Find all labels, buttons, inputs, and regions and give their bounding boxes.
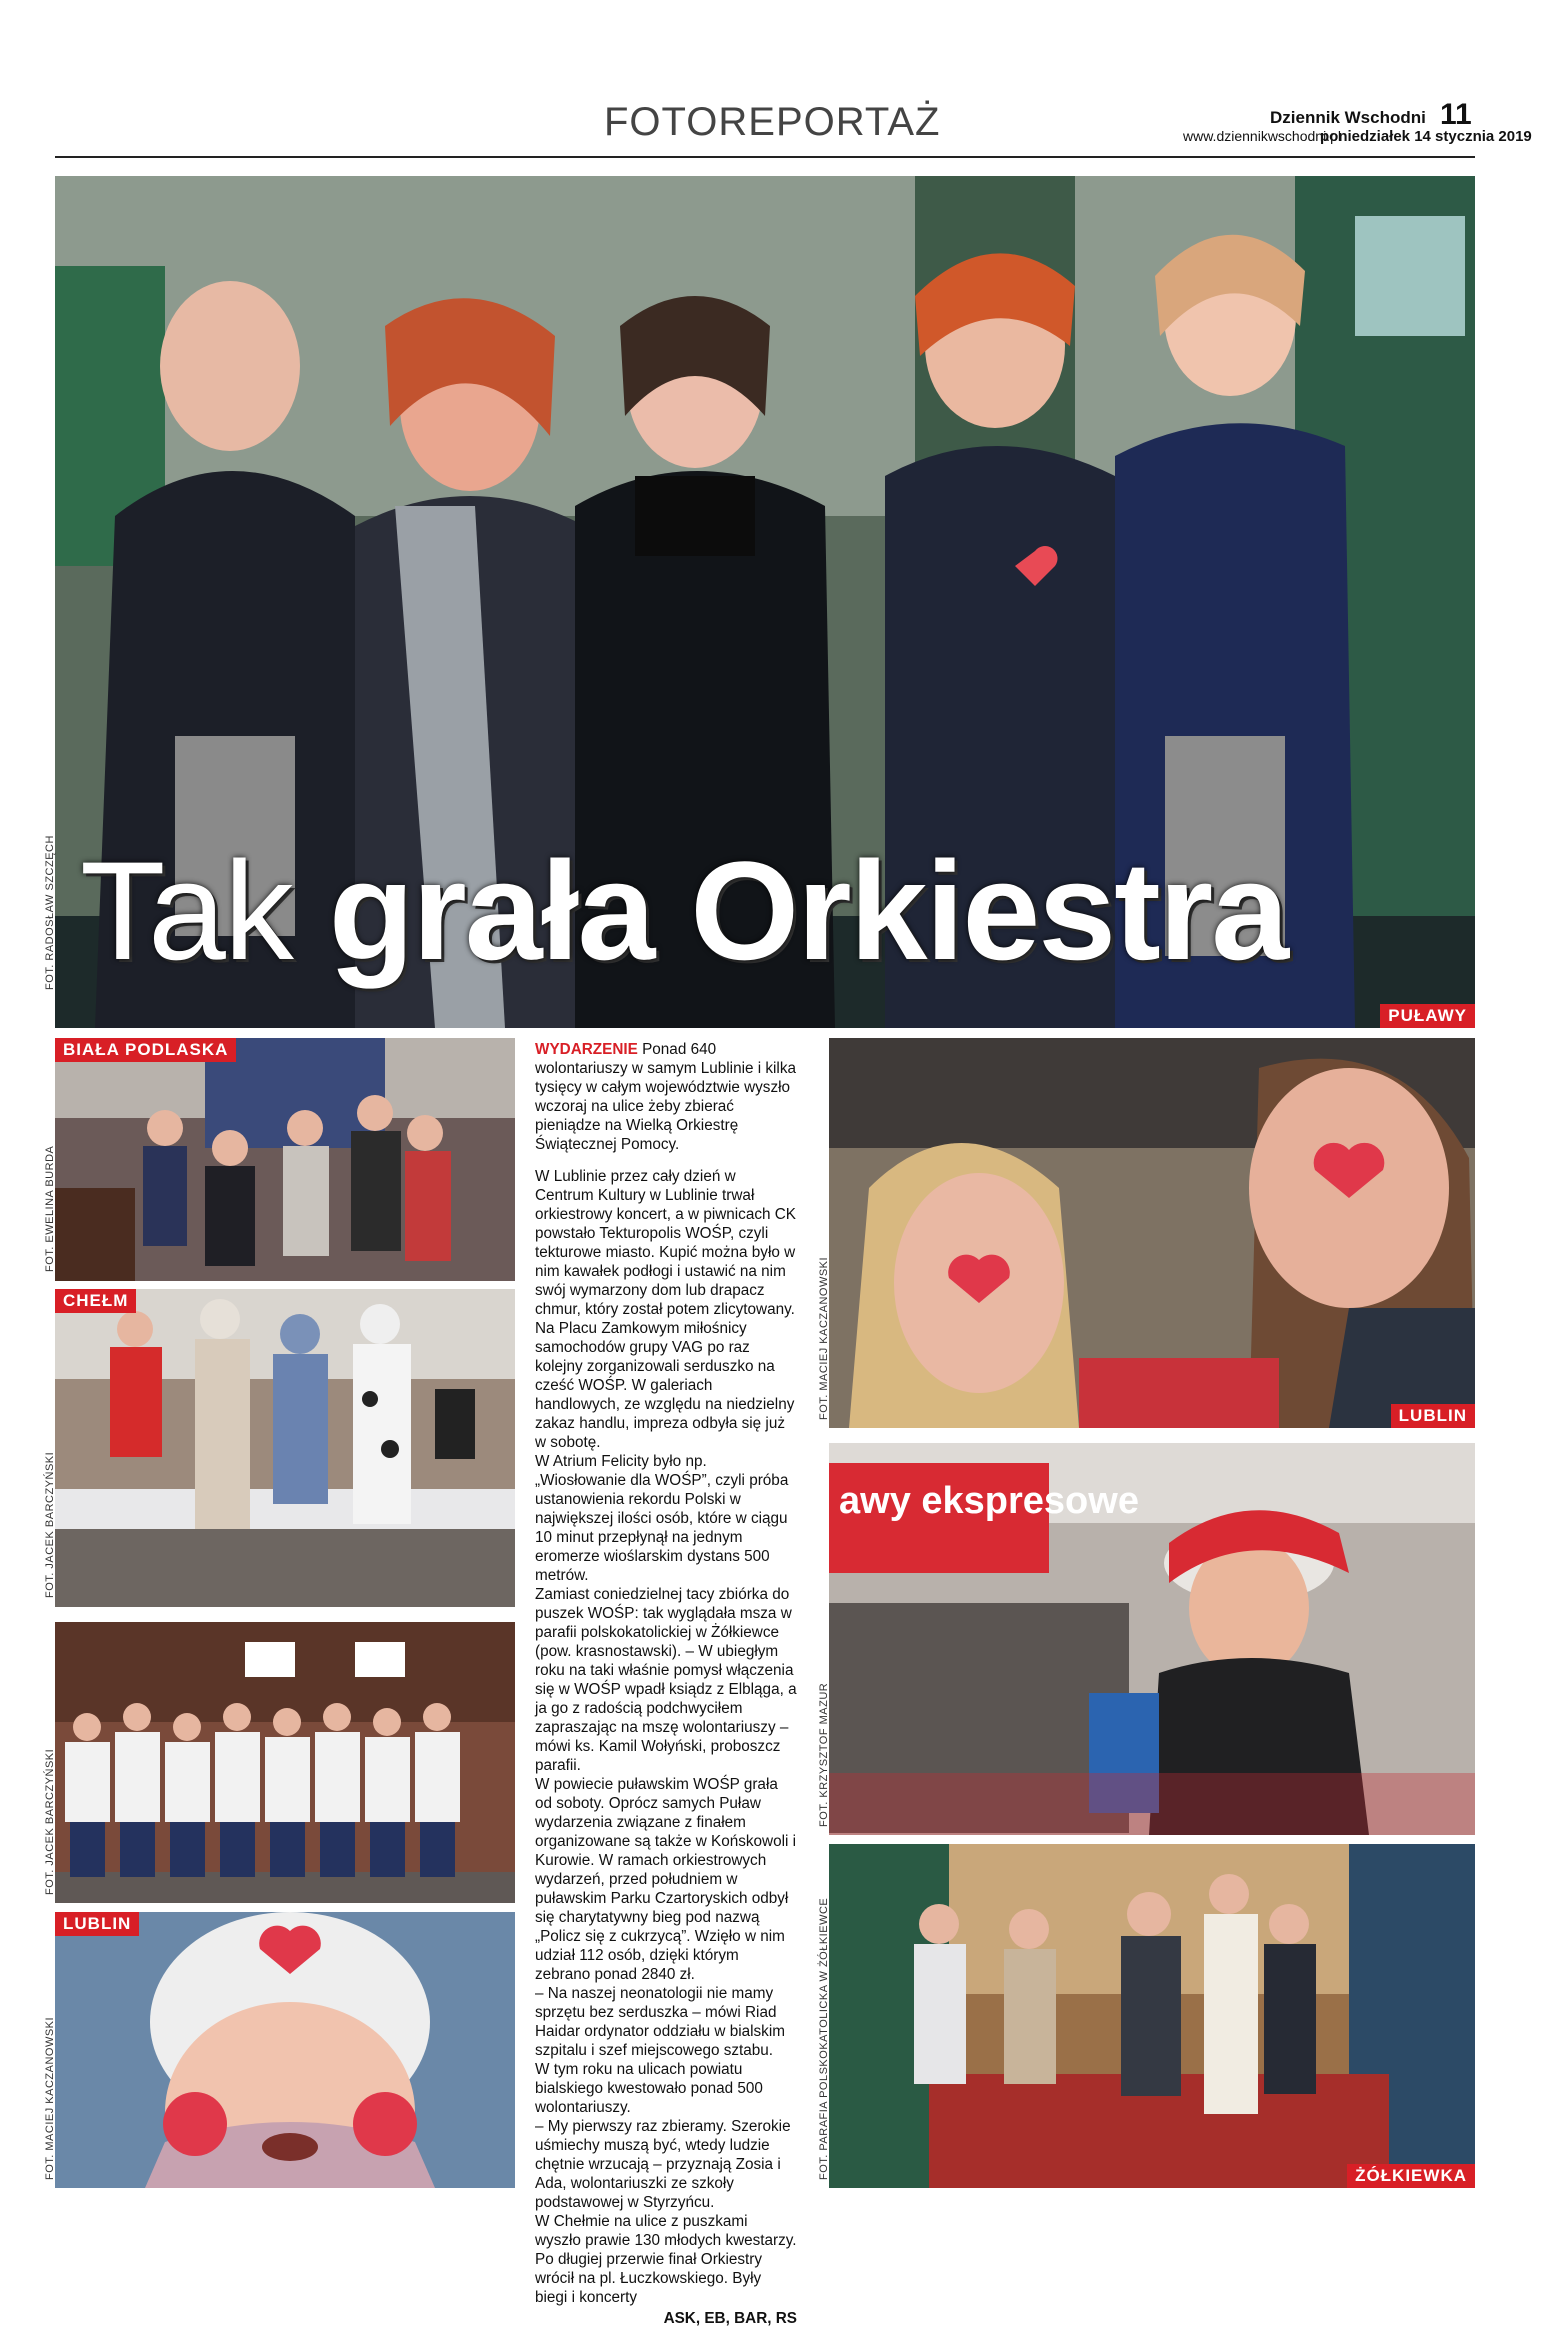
article-paragraph: W Lublinie przez cały dzień w Centrum Kultury w Lublinie trwał orkiestrowy koncert, a w piwnicach CK powstało Tekturopolis WOŚP, czyli tekturowe miasto. Kupić można było w nim kawałek podłogi i ustawić na nim swój wymarzony dom lub drapacz chmur, który został potem zlicytowany. Na Placu Zamkowym miłośnicy samochodów grupy VAG po raz kolejny zorganizowali serduszko na cześć WOŚP. W galeriach handlowych, ze względu na niedzielny zakaz handlu, impreza odbyła się już w sobotę. <box>535 1168 796 1451</box>
photo-credit-zolkiewka: FOT. PARAFIA POLSKOKATOLICKA W ŻÓŁKIEWCE <box>818 1897 830 2180</box>
photo-chelm <box>55 1289 515 1607</box>
photo-biala-podlaska-image <box>55 1038 515 1281</box>
page-number: 11 <box>1440 98 1472 131</box>
photo-lublin-child-image <box>55 1912 515 2188</box>
photo-chelm-group-image <box>55 1622 515 1903</box>
photo-zolkiewka <box>829 1844 1475 2188</box>
article-paragraph: W powiecie puławskim WOŚP grała od soboty. Oprócz samych Puław wydarzenia związane z finałem organizowane są także w Końskowoli i Kurowie. W ramach orkiestrowych wydarzeń, przed południem w puławskim Parku Czartoryskich odbył się charytatywny bieg pod nazwą „Policz się z cukrzycą”. Wzięło w nim udział 112 osób, dzięki którym zebrano ponad 2840 zł. <box>535 1776 797 1983</box>
headline <box>80 830 1287 992</box>
article-paragraph: – Na naszej neonatologii nie mamy sprzętu bez serduszka – mówi Riad Haidar ordynator oddziału w bialskim szpitalu i szef miejscowego sztabu. <box>535 1985 785 2059</box>
headline-light: Tak <box>80 832 329 989</box>
photo-credit-lublin-faces: FOT. MACIEJ KACZANOWSKI <box>818 1256 830 1420</box>
section-title: FOTOREPORTAŻ <box>604 100 941 144</box>
location-label-lublin-faces: LUBLIN <box>1391 1404 1475 1428</box>
location-label-chelm: CHEŁM <box>55 1289 136 1313</box>
paper-name: Dziennik Wschodni <box>1270 108 1426 127</box>
shop-sign-text: awy ekspresowe <box>839 1480 1139 1522</box>
photo-credit-shop: FOT. KRZYSZTOF MAZUR <box>818 1682 830 1827</box>
article-paragraph: Zamiast coniedzielnej tacy zbiórka do puszek WOŚP: tak wyglądała msza w parafii polskokatolickiej w Żółkiewce (pow. krasnostawski). – W ubiegłym roku na taki właśnie pomysł włączenia się w WOŚP wpadł ksiądz z Elbląga, a ja go z radością podchwyciłem zapraszając na mszę wolontariuszy – mówi ks. Kamil Wołyński, proboszcz parafii. <box>535 1586 797 1774</box>
paper-url[interactable]: www.dziennikwschodni.pl <box>1183 128 1341 144</box>
photo-credit-biala: FOT. EWELINA BURDA <box>44 1145 56 1272</box>
article-paragraph: W tym roku na ulicach powiatu bialskiego kwestowało ponad 500 wolontariuszy. <box>535 2061 763 2116</box>
location-label-zolkiewka: ŻÓŁKIEWKA <box>1347 2164 1475 2188</box>
article-paragraph: W Atrium Felicity było np. „Wiosłowanie dla WOŚP”, czyli próba ustanowienia rekordu Polski w największej ilości osób, które w ciągu 10 minut przepłynął na jednym eromerze wioślarskim dystans 500 metrów. <box>535 1453 789 1584</box>
article-kicker: WYDARZENIE <box>535 1041 638 1058</box>
photo-lublin-child <box>55 1912 515 2188</box>
location-label-biala-podlaska: BIAŁA PODLASKA <box>55 1038 236 1062</box>
photo-biala-podlaska <box>55 1038 515 1281</box>
location-label-lublin-child: LUBLIN <box>55 1912 139 1936</box>
photo-shop <box>829 1443 1475 1835</box>
article-byline: ASK, EB, BAR, RS <box>663 2310 797 2327</box>
photo-zolkiewka-image <box>829 1844 1475 2188</box>
photo-lublin-faces-image <box>829 1038 1475 1428</box>
photo-chelm-group <box>55 1622 515 1903</box>
photo-credit-main: FOT. RADOSŁAW SZCZĘCH <box>44 835 56 990</box>
photo-shop-image <box>829 1443 1475 1835</box>
header-rule <box>55 156 1475 158</box>
location-label-pulawy: PUŁAWY <box>1380 1004 1475 1028</box>
photo-credit-lublin-child: FOT. MACIEJ KACZANOWSKI <box>44 2016 56 2180</box>
photo-credit-chelm: FOT. JACEK BARCZYŃSKI <box>44 1451 56 1598</box>
article-lead: Ponad 640 wolontariuszy w samym Lublinie i kilka tysięcy w całym województwie wyszło wczoraj na ulice żeby zbierać pieniądze na Wielką Orkiestrę Świątecznej Pomocy. <box>535 1041 796 1153</box>
photo-lublin-faces <box>829 1038 1475 1428</box>
article-paragraph: W Chełmie na ulice z puszkami wyszło prawie 130 młodych kwestarzy. Po długiej przerwie finał Orkiestry wrócił na pl. Łuczkowskiego. Były biegi i koncerty <box>535 2213 797 2306</box>
paper-date: poniedziałek 14 stycznia 2019 <box>1320 128 1532 145</box>
article-body <box>535 1040 797 2328</box>
photo-chelm-image <box>55 1289 515 1607</box>
headline-bold: grała Orkiestra <box>328 832 1288 989</box>
photo-credit-chelm-group: FOT. JACEK BARCZYŃSKI <box>44 1748 56 1895</box>
article-paragraph: – My pierwszy raz zbieramy. Szerokie uśmiechy muszą być, wtedy ludzie chętnie wrzucają – przyznają Zosia i Ada, wolontariuszki ze szkoły podstawowej w Styrzyńcu. <box>535 2118 791 2211</box>
